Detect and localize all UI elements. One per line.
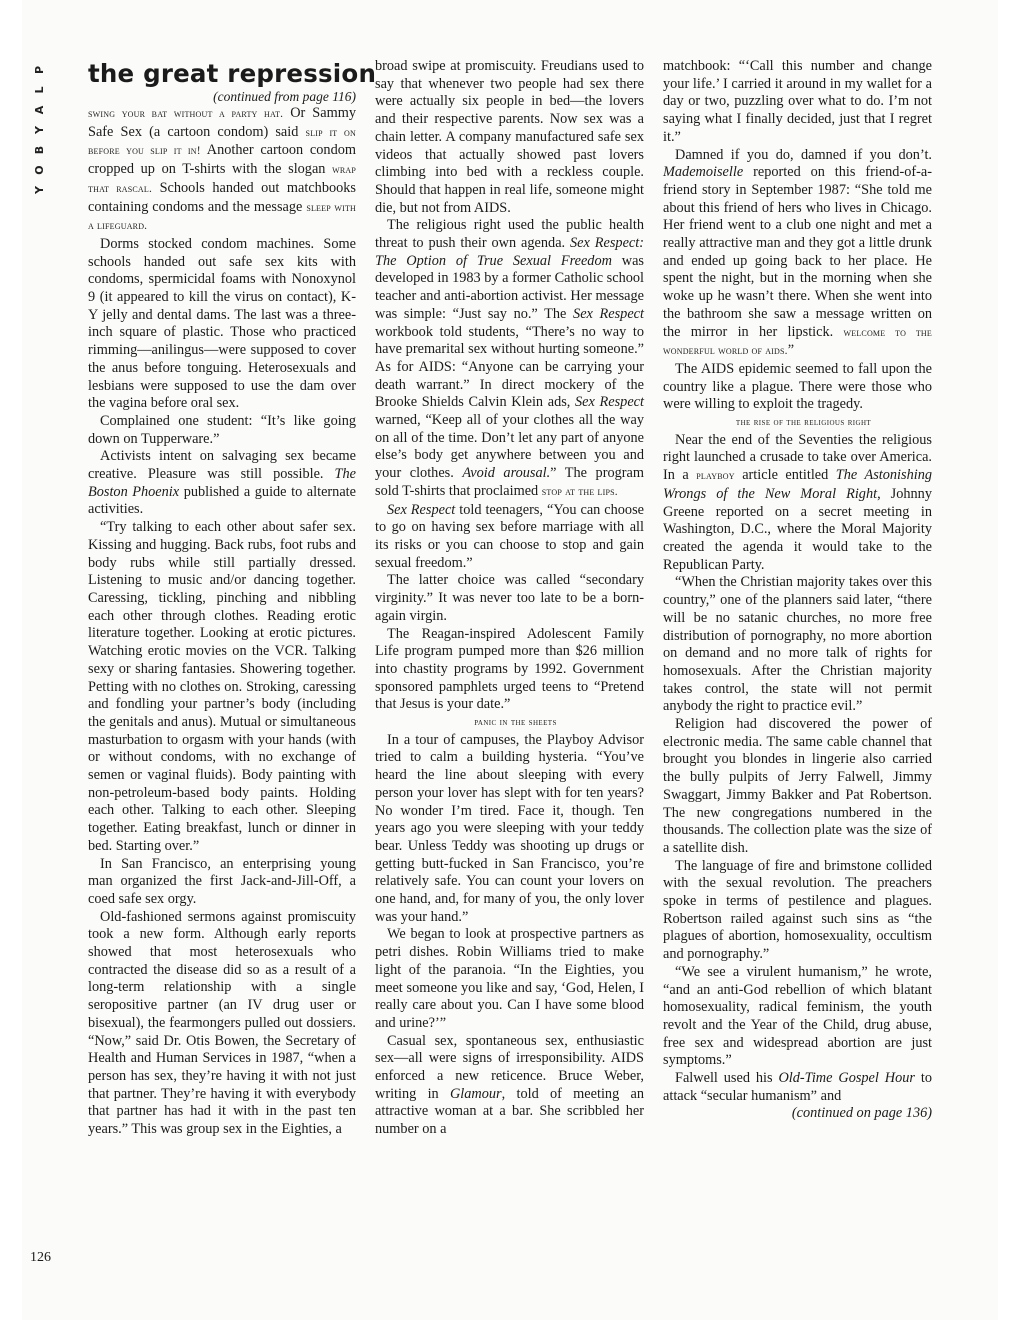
paragraph: “We see a virulent humanism,” he wrote, “and an anti-God rebellion of which blatant homosexuality, radical feminism, the youth revolt and the Year of the Child, drug abuse, free sex and widespread abortion are just symptoms.” bbox=[663, 963, 932, 1069]
paragraph: The latter choice was called “secondary virginity.” It was never too late to be a born-again virgin. bbox=[375, 572, 644, 624]
page-number: 126 bbox=[30, 1250, 51, 1265]
masthead-letter: L bbox=[33, 86, 46, 94]
paragraph: swing your bat without a party hat. Or Sammy Safe Sex (a cartoon condom) said slip it on before you slip it in! Another cartoon condom cropped up on T-shirts with the slogan wrap that rascal. Schools handed out matchbooks containing condoms and the message sleep with a lifeguard. bbox=[88, 105, 357, 233]
paragraph: The Reagan-inspired Adolescent Family Life program pumped more than $26 million into chastity programs by 1992. Government sponsored pamphlets urged teens to “Pretend that Jesus is your date.” bbox=[375, 625, 644, 713]
paragraph: The religious right used the public health threat to push their own agenda. Sex Respect: The Option of True Sexual Freedom was developed in 1983 by a former Catholic school teacher and anti-abortion activist. Her message was simple: “Just say no.” The Sex Respect workbook told students, “There’s no way to have premarital sex without hurting someone.” As for AIDS: “Anyone can be carrying your death warrant.” In direct mockery of the Brooke Shields Calvin Klein ads, Sex Respect warned, “Keep all of your clothes all the way on all of the time. Don’t let any part of anyone else’s body get anywhere between you and your clothes. Avoid arousal.” The program sold T-shirts that proclaimed stop at the lips. bbox=[375, 217, 645, 499]
masthead-letter: A bbox=[33, 105, 46, 115]
paragraph: Activists intent on salvaging sex became creative. Pleasure was still possible. The Boston Phoenix published a guide to alternate activities. bbox=[88, 448, 356, 518]
paragraph: We began to look at prospective partners as petri dishes. Robin Williams tried to make light of the paranoia. “In the Eighties, you meet someone you like and say, ‘God, Helen, I really care about you. Can I have some blood and urine?’” bbox=[375, 926, 644, 1031]
masthead-letter: O bbox=[33, 165, 46, 175]
masthead-letter: Y bbox=[33, 186, 46, 194]
masthead-letter: B bbox=[33, 145, 46, 155]
paragraph: The language of fire and brimstone collided with the sexual revolution. The preachers spoke in terms of pestilence and plagues. Robertson railed against such sins as “the plagues of abortion, homosexuality, occultism and pornography.” bbox=[663, 857, 932, 963]
paragraph: Dorms stocked condom machines. Some schools handed out safe sex kits with condoms, spermicidal foams with Nonoxynol 9 (it appeared to kill the virus on contact), K-Y jelly and dental dams. The last was a three-inch square of plastic. Those who practiced rimming—anilingus—were supposed to cover the anus before tonguing. Heterosexuals and lesbians were supposed to use the dam over the vagina before oral sex. bbox=[88, 235, 356, 412]
paragraph: In a tour of campuses, the Playboy Advisor tried to calm a building hysteria. “You’ve heard the line about sleeping with every person your lover has slept with for ten years? No wonder I’m tired. Face it, though. Ten years ago you were sleeping with your teddy bear. Unless Teddy was shooting up drugs or getting butt-fucked in San Francisco, you’re relatively safe. You can count your lovers on one hand, and, for many of you, the only lover was your hand.” bbox=[375, 731, 644, 925]
paragraph: Falwell used his Old-Time Gospel Hour to attack “secular humanism” and bbox=[663, 1070, 932, 1104]
paragraph: In San Francisco, an enterprising young man organized the first Jack-and-Jill-Off, a coed safe sex orgy. bbox=[88, 855, 356, 907]
paragraph: Religion had discovered the power of electronic media. The same cable channel that brought you blondes in lingerie also carried the bully pulpits of Jerry Falwell, Jimmy Swaggart, Jimmy Bakker and Pat Robertson. The new congregations numbered in the thousands. The collection plate was the size of a satellite dish. bbox=[663, 716, 932, 856]
paragraph: “When the Christian majority takes over this country,” one of the planners said later, “there will be no satanic churches, no more free distribution of pornography, no more abortion on demand and no more talk of rights for homosexuals. After the Christian majority takes control, the state will not permit anybody the right to practice evil.” bbox=[663, 574, 932, 715]
column-1 bbox=[88, 58, 377, 1139]
continued-from: (continued from page 116) bbox=[213, 89, 356, 104]
paragraph: Damned if you do, damned if you don’t. Mademoiselle reported on this friend-of-a-friend story in September 1987: “She told me about this friend of hers who lives in Chicago. Her friend went to a club one night and met a really attractive man and they got a little drunk and ended up going back to her place. He spent the night, but in the morning when she woke up he wasn’t there. When she went into the bathroom she saw a message written on the mirror in her lipstick. welcome to the wonderful world of aids.” bbox=[663, 146, 932, 359]
paragraph: broad swipe at promiscuity. Freudians used to say that whenever two people had sex there were actually six people in bed—the lovers and their respective parents. Now sex was a chain letter. A company manufactured safe sex videos that actually showed past lovers climbing into bed with a reckless couple. Should that happen in real life, someone might die, but not from AIDS. bbox=[375, 58, 644, 216]
masthead-letter: P bbox=[33, 65, 46, 75]
paragraph: matchbook: “‘Call this number and change your life.’ I carried it around in my wallet for a day or two, puzzling over what to do. I’m not saying what I finally decided, just that I regret it.” bbox=[663, 58, 932, 145]
article-headline: the great repression bbox=[88, 59, 377, 88]
section-subhead: the rise of the religious right bbox=[735, 417, 872, 429]
section-subhead: panic in the sheets bbox=[474, 717, 557, 729]
paragraph: Complained one student: “It’s like going down on Tupperware.” bbox=[88, 412, 356, 447]
paragraph: Old-fashioned sermons against promiscuity took a new form. Although early reports showed that most heterosexuals who contracted the disease did so as a result of a long-term relationship with a single seropositive partner (an IV drug user or bisexual), the fearmongers pulled out dossiers. “Now,” said Dr. Otis Bowen, the Secretary of Health and Human Services in 1987, “when a person has sex, they’re having it with not just that partner. They’re having it with everybody that partner has had it with in the past ten years.” This was group sex in the Eighties, a bbox=[88, 908, 356, 1138]
paragraph: Near the end of the Seventies the religious right launched a crusade to take over America. In a playboy article entitled The Astonishing Wrongs of the New Moral Right, Johnny Greene reported on a secret meeting in Washington, D.C., where the Moral Majority created the agenda it would take to the Republican Party. bbox=[663, 431, 932, 573]
masthead-vertical bbox=[33, 60, 47, 200]
column-2 bbox=[375, 58, 644, 1139]
column-3 bbox=[663, 58, 932, 1123]
paragraph: Sex Respect told teenagers, “You can choose to go on having sex before marriage with all its risks or you can choose to stop and gain sexual freedom.” bbox=[375, 501, 644, 571]
masthead-letter: Y bbox=[33, 126, 46, 134]
paragraph: The AIDS epidemic seemed to fall upon the country like a plague. There were those who were willing to exploit the tragedy. bbox=[663, 360, 932, 413]
continued-on: (continued on page 136) bbox=[791, 1105, 932, 1122]
paragraph: Casual sex, spontaneous sex, enthusiastic sex—all were signs of irresponsibility. AIDS enforced a new reticence. Bruce Weber, writing in Glamour, told of meeting an attractive woman at a bar. She scribbled her number on a bbox=[375, 1032, 644, 1138]
paragraph: “Try talking to each other about safer sex. Kissing and hugging. Back rubs, foot rubs and body rubs while still partially dressed. Listening to music and/or dancing together. Caressing, tickling, pinching and nibbling each other through clothes. Reading erotic literature together. Looking at erotic pictures. Watching erotic movies on the VCR. Talking sexy or sharing fantasies. Showering together. Petting with no clothes on. Stroking, caressing and fondling your partner’s body (including the genitals and anus). Mutual or simultaneous masturbation to orgasm with your hands (with or without condoms, with no exchange of semen or vaginal fluids). Body painting with non-petroleum-based body paints. Holding each other. Talking to each other. Sleeping together. Eating breakfast, lunch or dinner in bed. Starting over.” bbox=[88, 519, 356, 854]
